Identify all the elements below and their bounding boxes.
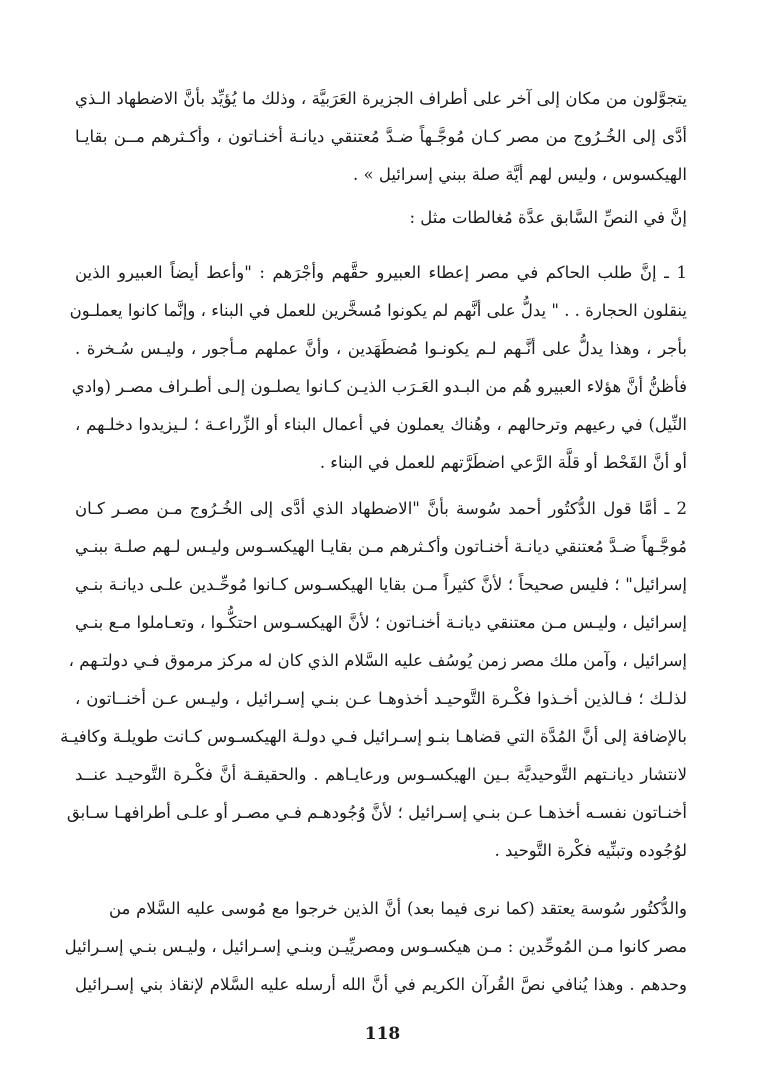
text-line: إسرائيل ، وآمن ملك مصر زمن يُوسُف عليه السَّلام الذي كان له مركز مرموق فـي دولتـهم ، xyxy=(68,651,687,670)
text-line: 2 ـ أمَّا قول الدُّكتُور أحمد سُوسة بأنَّ "الاضطهاد الذي أدَّى إلى الخُـرُوج مـن مصـر كـان xyxy=(75,499,687,518)
text-line: إسرائيل ، وليـس مـن معتنقي ديانـة أخنـاتون ؛ لأنَّ الهيكسـوس احتكُّـوا ، وتعـاملوا مـع بنـي xyxy=(75,613,687,632)
text-line: بأجر ، وهذا يدلُّ على أنَّـهم لـم يكونـوا مُضطَهَدين ، وأنَّ عملهم مـأجور ، وليـس سُـخرة . xyxy=(75,339,687,358)
text-line: مصر كانوا مـن المُوحِّدين : مـن هيكسـوس ومصريِّيـن وبنـي إسـرائيل ، وليـس بنـي إسـرائيل xyxy=(64,937,687,956)
text-line: إنَّ في النصِّ السَّابق عدَّة مُغالطات مثل : xyxy=(409,208,687,227)
text-line: فأظنُّ أنَّ هؤلاء العبيرو هُم من البـدو العَـرَب الذيـن كـانوا يصلـون إلـى أطـراف مصـر (وادي xyxy=(71,377,687,396)
text-line: أو أنَّ القَحْط أو قلَّة الرَّعي اضطَرَّتهم للعمل في البناء . xyxy=(319,453,687,472)
text-line: وحدهم . وهذا يُنافي نصَّ القُرآن الكريم في أنَّ الله أرسله عليه السَّلام لإنقاذ بني إسـرائيل xyxy=(75,975,687,994)
text-line: إسرائيل" ؛ فليس صحيحاً ؛ لأنَّ كثيراً مـن بقايا الهيكسـوس كـانوا مُوحِّـدين علـى ديانـة بنـي xyxy=(75,575,687,594)
text-line: الهيكسوس ، وليس لهم أيَّة صلة ببني إسرائيل » . xyxy=(353,165,687,184)
text-line: أدَّى إلى الخُـرُوج من مصر كـان مُوجَّـهاً ضـدَّ مُعتنقي ديانـة أخنـاتون ، وأكـثرهم مــن بقايـا xyxy=(75,127,687,146)
text-line: بالإضافة إلى أنَّ المُدَّة التي قضاهـا بنـو إسـرائيل فـي دولـة الهيكسـوس كـانت طويلـة وكافيـة xyxy=(60,727,687,746)
text-line: يتجوَّلون من مكان إلى آخر على أطراف الجزيرة العَرَبيَّة ، وذلك ما يُؤيِّد بأنَّ الاضطهاد الـذي xyxy=(75,89,687,108)
text-line: 1 ـ إنَّ طلب الحاكم في مصر إعطاء العبيرو حقَّهم وأجْرَهم : "وأعط أيضاً العبيرو الذين xyxy=(75,263,687,282)
text-line: لانتشار ديانـتهم التَّوحيديَّة بـين الهيكسـوس ورعايـاهم . والحقيقـة أنَّ فكْـرة التَّوحيـد عنــد xyxy=(75,765,687,784)
text-line: مُوجَّـهاً ضـدَّ مُعتنقي ديانـة أخنـاتون وأكـثرهم مـن بقايـا الهيكسـوس وليـس لـهم صلـة ببنـي xyxy=(75,537,687,556)
text-line: لذلـك ؛ فـالذين أخـذوا فكْـرة التَّوحيـد أخذوهـا عـن بنـي إسـرائيل ، وليـس عـن أخنــاتون ، xyxy=(75,689,687,708)
text-line: النِّيل) في رعيهم وترحالهم ، وهُناك يعملون في أعمال البناء أو الزِّراعـة ؛ لـيزيدوا دخلـهم ، xyxy=(75,415,687,434)
text-line: ينقلون الحجارة . . " يدلُّ على أنَّهم لم يكونوا مُسخَّرين للعمل في البناء ، وإنَّما كانوا يعملـون xyxy=(69,301,687,320)
text-line: لوُجُوده وتبنِّيه فكْرة التَّوحيد . xyxy=(494,841,687,860)
text-line: والدُّكتُور سُوسة يعتقد (كما نرى فيما بعد) أنَّ الذين خرجوا مع مُوسى عليه السَّلام من xyxy=(109,899,687,918)
page-number: 118 xyxy=(364,1024,401,1044)
text-line: أخنـاتون نفسـه أخذهـا عـن بنـي إسـرائيل ؛ لأنَّ وُجُودهـم فـي مصـر أو علـى أطرافهـا سـابق xyxy=(66,803,687,822)
